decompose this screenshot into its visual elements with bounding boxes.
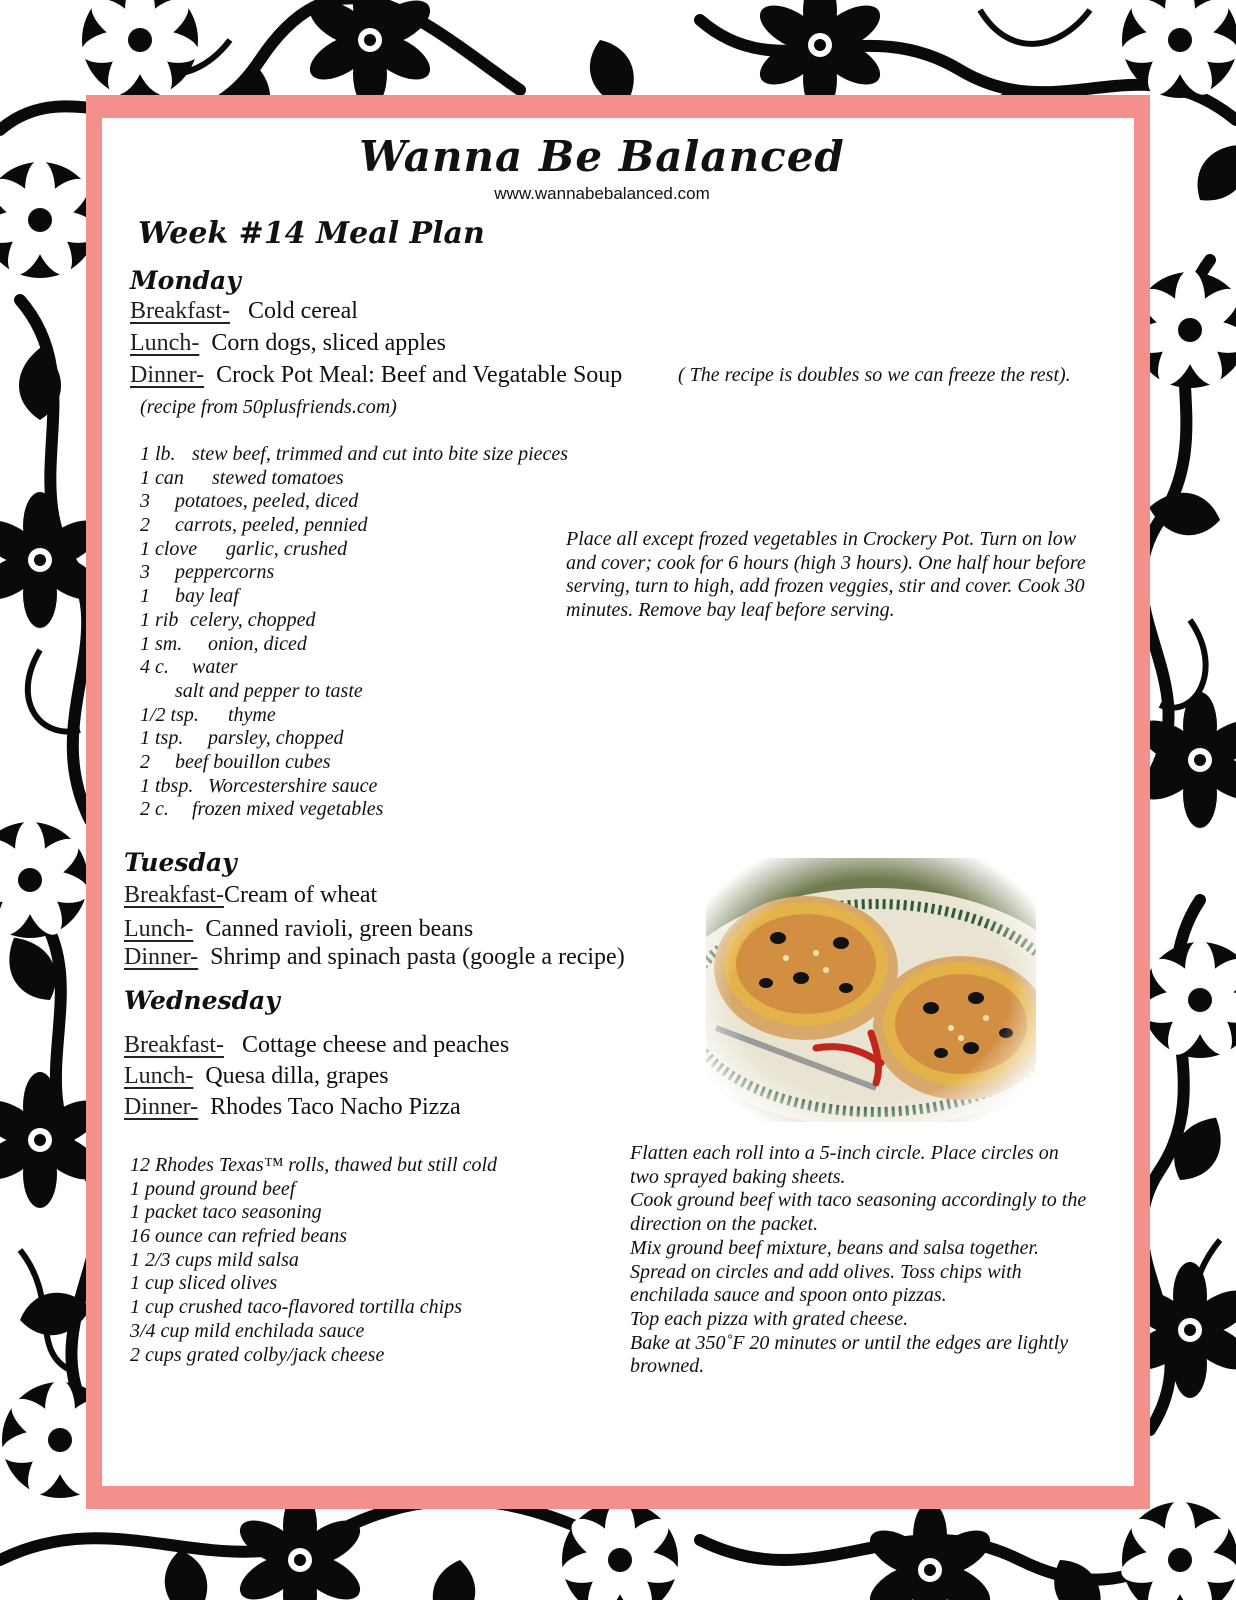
day-heading-monday: Monday bbox=[130, 266, 241, 295]
ingredient-qty: 2 bbox=[140, 750, 150, 773]
ingredient-item: frozen mixed vegetables bbox=[192, 798, 384, 821]
breakfast-value: Cottage cheese and peaches bbox=[241, 1032, 510, 1058]
direction-step: Mix ground beef mixture, beans and salsa together. bbox=[630, 1236, 1040, 1259]
ingredient-item: water bbox=[192, 656, 238, 679]
ingredient-item: peppercorns bbox=[175, 561, 275, 584]
ingredient-qty: 1 can bbox=[140, 466, 184, 489]
lunch-label: Lunch- bbox=[130, 330, 200, 356]
ingredient-line bbox=[140, 680, 568, 704]
wednesday-breakfast bbox=[124, 1032, 509, 1059]
monday-dinner-note: ( The recipe is doubles so we can freeze the rest). bbox=[678, 364, 1071, 386]
meal-plan-sheet bbox=[102, 118, 1134, 1486]
dinner-label: Dinner- bbox=[124, 944, 199, 970]
ingredient-line: 12 Rhodes Texas™ rolls, thawed but still cold bbox=[130, 1154, 498, 1176]
breakfast-value: Cold cereal bbox=[247, 298, 358, 324]
lunch-label: Lunch- bbox=[124, 1063, 194, 1089]
ingredient-line: 1 cup crushed taco-flavored tortilla chips bbox=[130, 1296, 462, 1319]
ingredient-item: onion, diced bbox=[208, 632, 307, 655]
breakfast-label: Breakfast- bbox=[130, 298, 230, 324]
site-title: Wanna Be Balanced bbox=[359, 132, 845, 181]
breakfast-label: Breakfast- bbox=[124, 1032, 224, 1058]
ingredient-item: Worcestershire sauce bbox=[208, 774, 378, 797]
tuesday-breakfast bbox=[124, 882, 377, 909]
ingredient-line bbox=[140, 633, 568, 657]
ingredient-qty: 2 bbox=[140, 514, 150, 537]
direction-step: Top each pizza with grated cheese. bbox=[630, 1307, 909, 1330]
ingredient-line bbox=[140, 727, 568, 751]
ingredient-line bbox=[140, 798, 568, 822]
site-url[interactable]: www.wannabebalanced.com bbox=[494, 184, 710, 203]
ingredient-item: garlic, crushed bbox=[226, 537, 348, 560]
lunch-value: Corn dogs, sliced apples bbox=[211, 330, 446, 356]
tuesday-lunch bbox=[124, 916, 473, 943]
dinner-label: Dinner- bbox=[130, 362, 205, 388]
direction-step: Cook ground beef with taco seasoning accordingly to the direction on the packet. bbox=[630, 1189, 1087, 1236]
ingredient-qty: 1 tsp. bbox=[140, 727, 184, 750]
dinner-value: Shrimp and spinach pasta (google a recipe) bbox=[210, 944, 625, 970]
ingredient-line bbox=[140, 656, 568, 680]
taco-nacho-pizza-photo bbox=[706, 858, 1036, 1122]
ingredient-qty: 1 sm. bbox=[140, 632, 183, 655]
direction-step: Spread on circles and add olives. Toss chips with enchilada sauce and spoon onto pizzas. bbox=[630, 1260, 1022, 1307]
lunch-value: Canned ravioli, green beans bbox=[205, 916, 474, 942]
ingredient-item: stewed tomatoes bbox=[212, 466, 344, 489]
wednesday-ingredients bbox=[130, 1154, 497, 1367]
ingredient-item: beef bouillon cubes bbox=[175, 750, 331, 773]
ingredient-item: carrots, peeled, pennied bbox=[175, 514, 368, 537]
wednesday-dinner bbox=[124, 1094, 461, 1121]
ingredient-qty: 2 c. bbox=[140, 798, 169, 821]
ingredient-line bbox=[140, 751, 568, 775]
wednesday-directions bbox=[630, 1142, 1090, 1379]
week-title: Week #14 Meal Plan bbox=[138, 216, 485, 251]
dinner-label: Dinner- bbox=[124, 1094, 199, 1120]
monday-ingredients bbox=[140, 443, 568, 822]
ingredient-line bbox=[140, 538, 568, 562]
ingredient-line: 1 pound ground beef bbox=[130, 1177, 296, 1200]
ingredient-item: parsley, chopped bbox=[208, 727, 344, 750]
ingredient-line bbox=[140, 467, 568, 491]
ingredient-qty: 1/2 tsp. bbox=[140, 703, 199, 726]
lunch-label: Lunch- bbox=[124, 916, 194, 942]
day-heading-wednesday: Wednesday bbox=[124, 986, 280, 1015]
dinner-value: Rhodes Taco Nacho Pizza bbox=[210, 1094, 461, 1120]
ingredient-line: 1 2/3 cups mild salsa bbox=[130, 1248, 299, 1271]
ingredient-qty: 1 lb. bbox=[140, 443, 176, 465]
ingredient-item: bay leaf bbox=[175, 585, 239, 608]
direction-step: Flatten each roll into a 5-inch circle. Place circles on two sprayed baking sheets. bbox=[630, 1142, 1059, 1188]
direction-step: Bake at 350˚F 20 minutes or until the edges are lightly browned. bbox=[630, 1331, 1069, 1378]
ingredient-qty: 1 tbsp. bbox=[140, 774, 194, 797]
lunch-value: Quesa dilla, grapes bbox=[205, 1063, 389, 1089]
ingredient-line: 1 packet taco seasoning bbox=[130, 1201, 322, 1224]
ingredient-qty: 1 clove bbox=[140, 537, 198, 560]
ingredient-item: stew beef, trimmed and cut into bite size pieces bbox=[192, 443, 569, 465]
recipe-source: (recipe from 50plusfriends.com) bbox=[140, 396, 397, 418]
ingredient-line bbox=[140, 561, 568, 585]
ingredient-line bbox=[140, 775, 568, 799]
ingredient-item: potatoes, peeled, diced bbox=[175, 490, 359, 513]
ingredient-item: thyme bbox=[228, 703, 276, 726]
ingredient-qty: 3 bbox=[140, 561, 150, 584]
ingredient-item: salt and pepper to taste bbox=[175, 679, 363, 702]
ingredient-line: 2 cups grated colby/jack cheese bbox=[130, 1343, 385, 1366]
breakfast-label: Breakfast- bbox=[124, 882, 224, 908]
ingredient-line: 1 cup sliced olives bbox=[130, 1272, 278, 1295]
ingredient-line bbox=[140, 585, 568, 609]
ingredient-line bbox=[140, 514, 568, 538]
ingredient-qty: 4 c. bbox=[140, 656, 169, 679]
monday-lunch bbox=[130, 330, 446, 357]
ingredient-line bbox=[140, 704, 568, 728]
ingredient-qty: 1 bbox=[140, 585, 150, 608]
day-heading-tuesday: Tuesday bbox=[124, 848, 237, 877]
dinner-value: Crock Pot Meal: Beef and Vegatable Soup bbox=[216, 362, 623, 388]
monday-dinner bbox=[130, 362, 622, 389]
monday-breakfast bbox=[130, 298, 358, 325]
ingredient-qty: 3 bbox=[140, 490, 150, 513]
ingredient-line bbox=[140, 490, 568, 514]
ingredient-line bbox=[140, 443, 568, 467]
breakfast-value: Cream of wheat bbox=[223, 882, 378, 908]
ingredient-line: 16 ounce can refried beans bbox=[130, 1225, 347, 1248]
ingredient-line bbox=[140, 609, 568, 633]
monday-directions: Place all except frozed vegetables in Crockery Pot. Turn on low and cover; cook for 6 hours (high 3 hours). One half hour before serving, turn to high, add frozen veggies, stir and cover. Cook 30 minutes. Remove bay leaf before serving. bbox=[566, 528, 1086, 622]
wednesday-lunch bbox=[124, 1063, 389, 1090]
ingredient-qty: 1 rib bbox=[140, 608, 179, 631]
tuesday-dinner bbox=[124, 944, 625, 971]
ingredient-line: 3/4 cup mild enchilada sauce bbox=[130, 1319, 365, 1342]
ingredient-item: celery, chopped bbox=[190, 608, 316, 631]
